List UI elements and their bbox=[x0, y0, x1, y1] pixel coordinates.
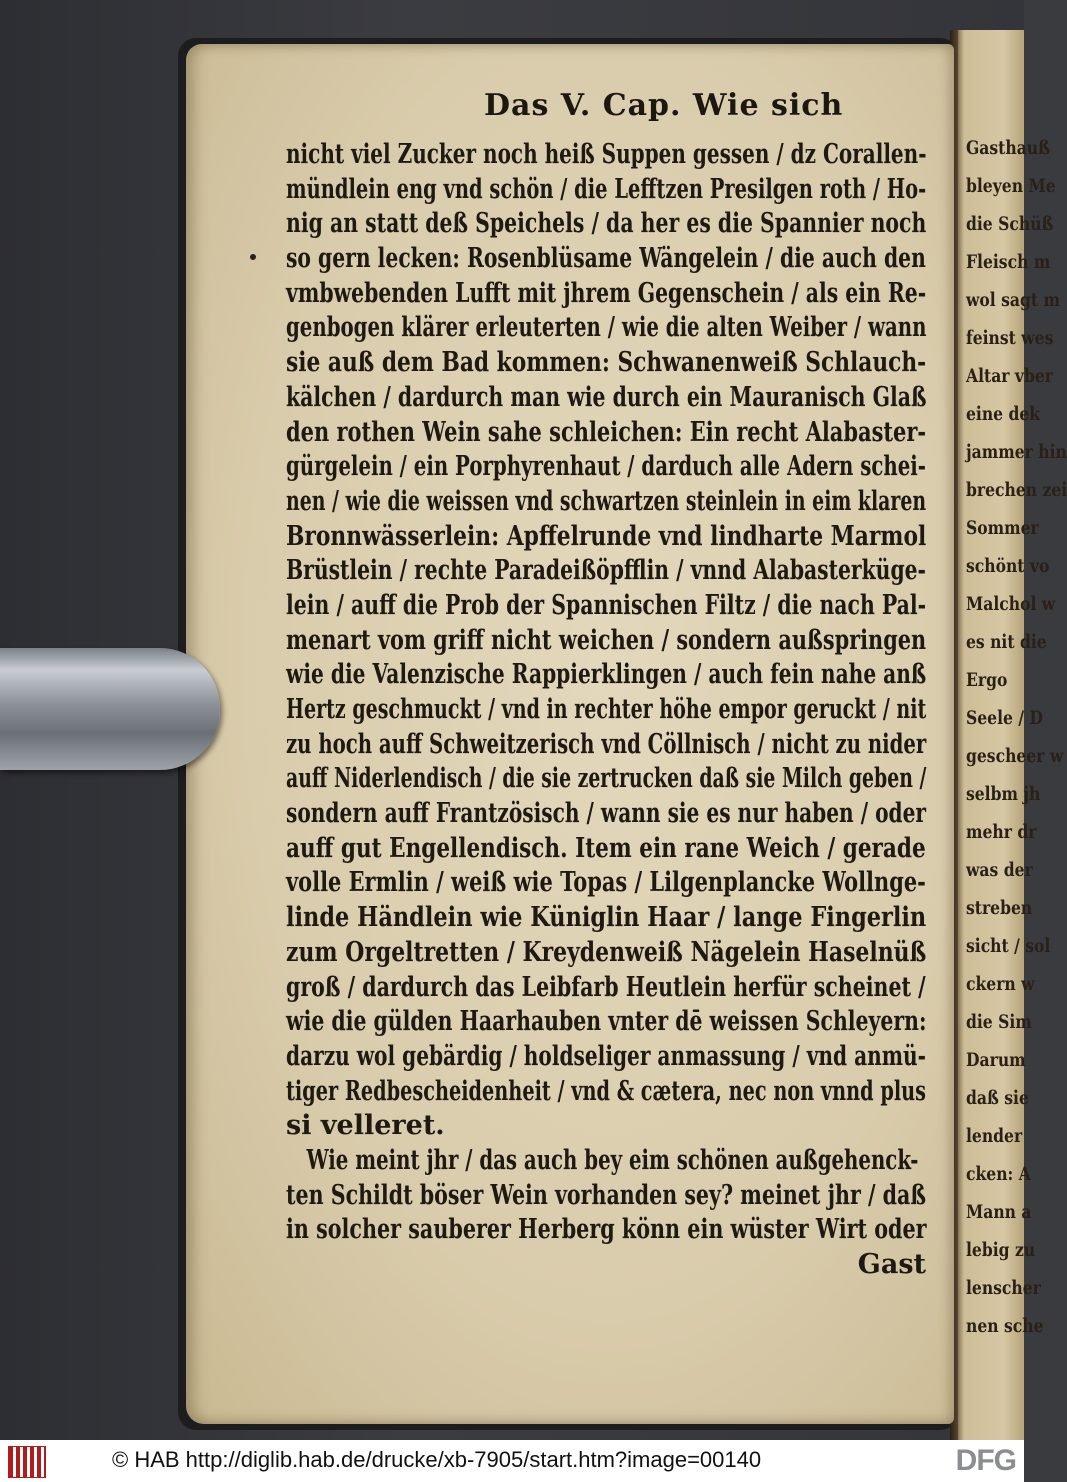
text-line: wie die Valenzische Rappierklingen / auch fein nahe anß bbox=[286, 659, 927, 691]
facing-text-fragment: daß sie bbox=[966, 1087, 1029, 1109]
facing-text-fragment: Altar vber bbox=[966, 365, 1054, 387]
text-line: darzu wol gebärdig / holdseliger anmassung / vnd anmü- bbox=[286, 1040, 927, 1072]
facing-text-fragment: Mann a bbox=[966, 1201, 1032, 1223]
facing-text-fragment: sicht / sol bbox=[966, 935, 1051, 957]
facing-text-fragment: eine dek bbox=[966, 403, 1041, 425]
facing-text-fragment: schönt vo bbox=[966, 555, 1050, 577]
facing-text-fragment: streben bbox=[966, 897, 1033, 919]
facing-text-fragment: es nit die bbox=[966, 631, 1047, 653]
text-line: si velleret. bbox=[286, 1110, 445, 1142]
facing-text-fragment: brechen zei bbox=[966, 479, 1067, 501]
text-line: Bronnwässerlein: Apffelrunde vnd lindharte Marmol bbox=[286, 520, 927, 552]
facing-text-fragment: Darum bbox=[966, 1049, 1026, 1071]
facing-text-fragment: Fleisch m bbox=[966, 251, 1051, 273]
facing-text-fragment: die Schüß bbox=[966, 213, 1054, 235]
text-line: so gern lecken: Rosenblüsame Wängelein / die auch den bbox=[286, 243, 926, 275]
text-line: auff Niderlendisch / die sie zertrucken daß sie Milch geben / bbox=[286, 763, 927, 795]
running-header: Das V. Cap. Wie sich bbox=[484, 88, 844, 123]
hab-logo-icon bbox=[8, 1446, 46, 1478]
facing-text-fragment: mehr dr bbox=[966, 821, 1037, 843]
page-text bbox=[286, 138, 926, 1283]
facing-text-fragment: was der bbox=[966, 859, 1033, 881]
text-line: zum Orgeltretten / Kreydenweiß Nägelein Haselnüß bbox=[286, 936, 927, 968]
copyright-url[interactable]: © HAB http://diglib.hab.de/drucke/xb-7905/start.htm?image=00140 bbox=[112, 1447, 762, 1472]
text-line: gürgelein / ein Porphyrenhaut / darduch alle Adern schei- bbox=[286, 451, 927, 483]
facing-text-fragment: die Sim bbox=[966, 1011, 1032, 1033]
text-line: volle Ermlin / weiß wie Topas / Lilgenplancke Wollnge- bbox=[286, 867, 926, 899]
footer-bar bbox=[0, 1440, 1024, 1482]
text-line: Brüstlein / rechte Paradeißöpfflin / vnnd Alabasterküge- bbox=[286, 555, 926, 587]
facing-text-fragment: Ergo bbox=[966, 669, 1008, 691]
text-line: auff gut Engellendisch. Item ein rane Weich / gerade bbox=[286, 832, 926, 864]
facing-text-fragment: gescheer w bbox=[966, 745, 1064, 767]
facing-text-fragment: Malchol w bbox=[966, 593, 1056, 615]
text-line: Gast bbox=[857, 1249, 926, 1280]
text-line: nig an statt deß Speichels / da her es die Spannier noch bbox=[286, 208, 927, 240]
text-line: Hertz geschmuckt / vnd in rechter höhe empor geruckt / nit bbox=[286, 694, 927, 725]
facing-text-fragment: Gasthauß bbox=[966, 137, 1050, 159]
text-line: Wie meint jhr / das auch bey eim schönen außgehenck- bbox=[306, 1144, 919, 1176]
text-line: linde Händlein wie Küniglin Haar / lange Fingerlin bbox=[286, 902, 927, 934]
text-line: nicht viel Zucker noch heiß Suppen gessen / dz Corallen- bbox=[286, 139, 927, 170]
facing-text-fragment: ckern w bbox=[966, 973, 1035, 995]
facing-text-fragment: jammer hin bbox=[966, 441, 1067, 463]
text-line: wie die gülden Haarhauben vnter dē weissen Schleyern: bbox=[286, 1006, 927, 1038]
text-line: tiger Redbescheidenheit / vnd & cætera, nec non vnnd plus bbox=[286, 1075, 927, 1107]
facing-text-fragment: feinst wes bbox=[966, 327, 1054, 349]
facing-text-fragment: Seele / D bbox=[966, 707, 1043, 729]
text-line: ten Schildt böser Wein vorhanden sey? meinet jhr / daß bbox=[286, 1179, 927, 1211]
facing-page-edge bbox=[956, 30, 1067, 1440]
text-line: lein / auff die Prob der Spannischen Filtz / die nach Pal- bbox=[286, 589, 927, 621]
facing-text-fragment: nen sche bbox=[966, 1315, 1044, 1337]
facing-text-fragment: selbm jh bbox=[966, 783, 1041, 805]
facing-text-fragment: lenscher bbox=[966, 1277, 1041, 1299]
text-line: in solcher sauberer Herberg könn ein wüster Wirt oder bbox=[286, 1214, 927, 1246]
facing-text-fragment: cken: A bbox=[966, 1163, 1031, 1185]
facing-text-fragment: lender bbox=[966, 1125, 1023, 1147]
text-line: den rothen Wein sahe schleichen: Ein recht Alabaster- bbox=[286, 416, 927, 448]
facing-text-fragment: lebig zu bbox=[966, 1239, 1036, 1261]
text-line: genbogen klärer erleuterten / wie die alten Weiber / wann bbox=[286, 312, 927, 344]
text-line: groß / dardurch das Leibfarb Heutlein herfür scheinet / bbox=[286, 971, 926, 1003]
facing-text-fragment: wol sagt m bbox=[966, 289, 1061, 311]
text-line: sie auß dem Bad kommen: Schwanenweiß Schlauch- bbox=[286, 347, 927, 379]
margin-mark bbox=[250, 254, 256, 260]
text-line: mündlein eng vnd schön / die Lefftzen Presilgen roth / Ho- bbox=[286, 173, 927, 205]
page-holder-spatula bbox=[0, 648, 220, 770]
text-line: sondern auff Frantzösisch / wann sie es nur haben / oder bbox=[286, 798, 927, 830]
dfg-logo: DFG bbox=[955, 1444, 1016, 1477]
facing-text-fragment: bleyen Me bbox=[966, 175, 1056, 197]
text-line: vmbwebenden Lufft mit jhrem Gegenschein / als ein Re- bbox=[286, 277, 927, 309]
text-line: kälchen / dardurch man wie durch ein Mauranisch Glaß bbox=[286, 381, 927, 413]
text-line: nen / wie die weissen vnd schwartzen steinlein in eim klaren bbox=[286, 485, 927, 517]
facing-text-fragment: Sommer bbox=[966, 517, 1039, 539]
text-line: zu hoch auff Schweitzerisch vnd Cöllnisch / nicht zu nider bbox=[286, 728, 927, 760]
text-line: menart vom griff nicht weichen / sondern außspringen bbox=[286, 624, 927, 656]
